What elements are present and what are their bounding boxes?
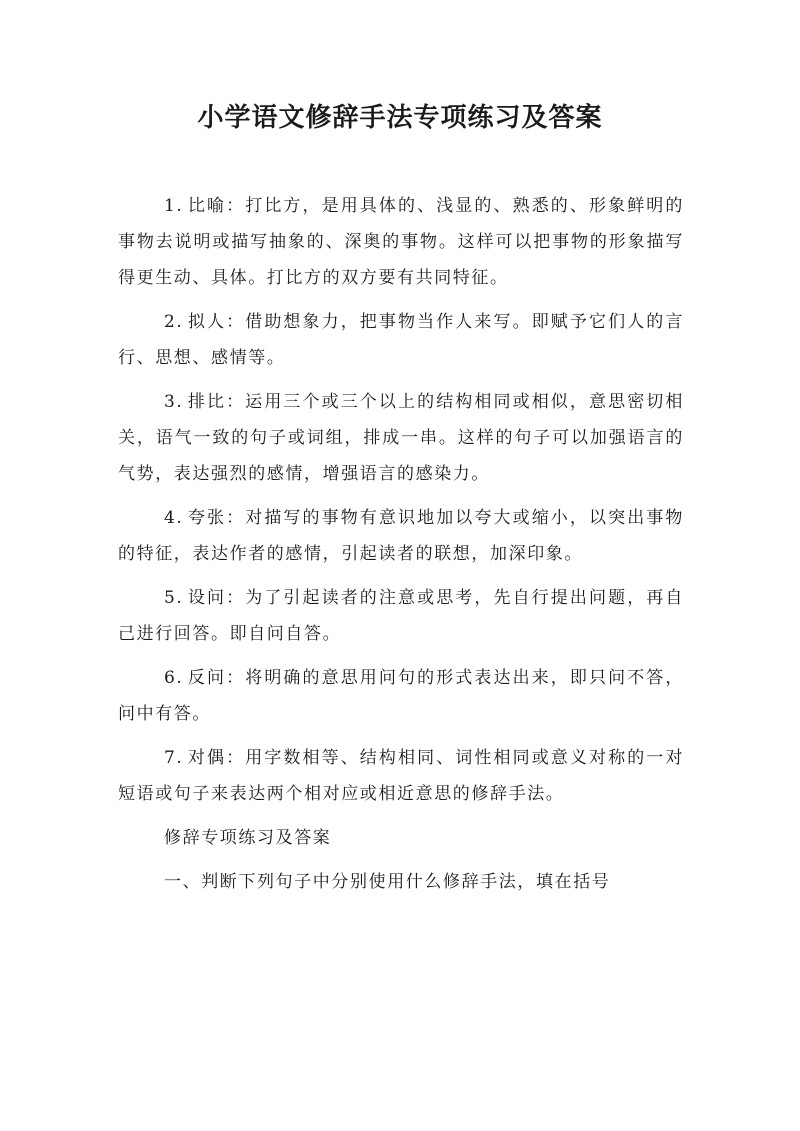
item-number: 4. [164, 508, 184, 528]
list-item [118, 188, 684, 296]
item-text: 对偶：用字数相等、结构相同、词性相同或意义对称的一对短语或句子来表达两个相对应或相近意思的修辞手法。 [118, 748, 684, 804]
list-item [118, 740, 684, 812]
section-heading: 修辞专项练习及答案 [164, 828, 332, 848]
document-body [118, 188, 684, 908]
item-number: 5. [164, 588, 184, 608]
page-title: 小学语文修辞手法专项练习及答案 [197, 103, 603, 133]
list-item [118, 500, 684, 572]
item-text: 比喻：打比方，是用具体的、浅显的、熟悉的、形象鲜明的事物去说明或描写抽象的、深奥的事物。这样可以把事物的形象描写得更生动、具体。打比方的双方要有共同特征。 [118, 196, 684, 288]
item-text: 设问：为了引起读者的注意或思考，先自行提出问题，再自己进行回答。即自问自答。 [118, 588, 684, 644]
list-item [118, 580, 684, 652]
item-text: 夸张：对描写的事物有意识地加以夸大或缩小，以突出事物的特征，表达作者的感情，引起读者的联想，加深印象。 [118, 508, 684, 564]
list-item [118, 304, 684, 376]
item-text: 排比：运用三个或三个以上的结构相同或相似，意思密切相关，语气一致的句子或词组，排成一串。这样的句子可以加强语言的气势，表达强烈的感情，增强语言的感染力。 [118, 392, 684, 484]
list-item [118, 660, 684, 732]
item-number: 1. [164, 196, 184, 216]
item-number: 3. [164, 392, 184, 412]
list-item [118, 384, 684, 492]
item-number: 2. [164, 312, 184, 332]
item-text: 拟人：借助想象力，把事物当作人来写。即赋予它们人的言行、思想、感情等。 [118, 312, 684, 368]
item-number: 7. [164, 748, 184, 768]
item-text: 反问：将明确的意思用问句的形式表达出来，即只问不答，问中有答。 [118, 668, 684, 724]
exercise-instruction: 一、判断下列句子中分别使用什么修辞手法，填在括号 [164, 872, 611, 892]
item-number: 6. [164, 668, 184, 688]
